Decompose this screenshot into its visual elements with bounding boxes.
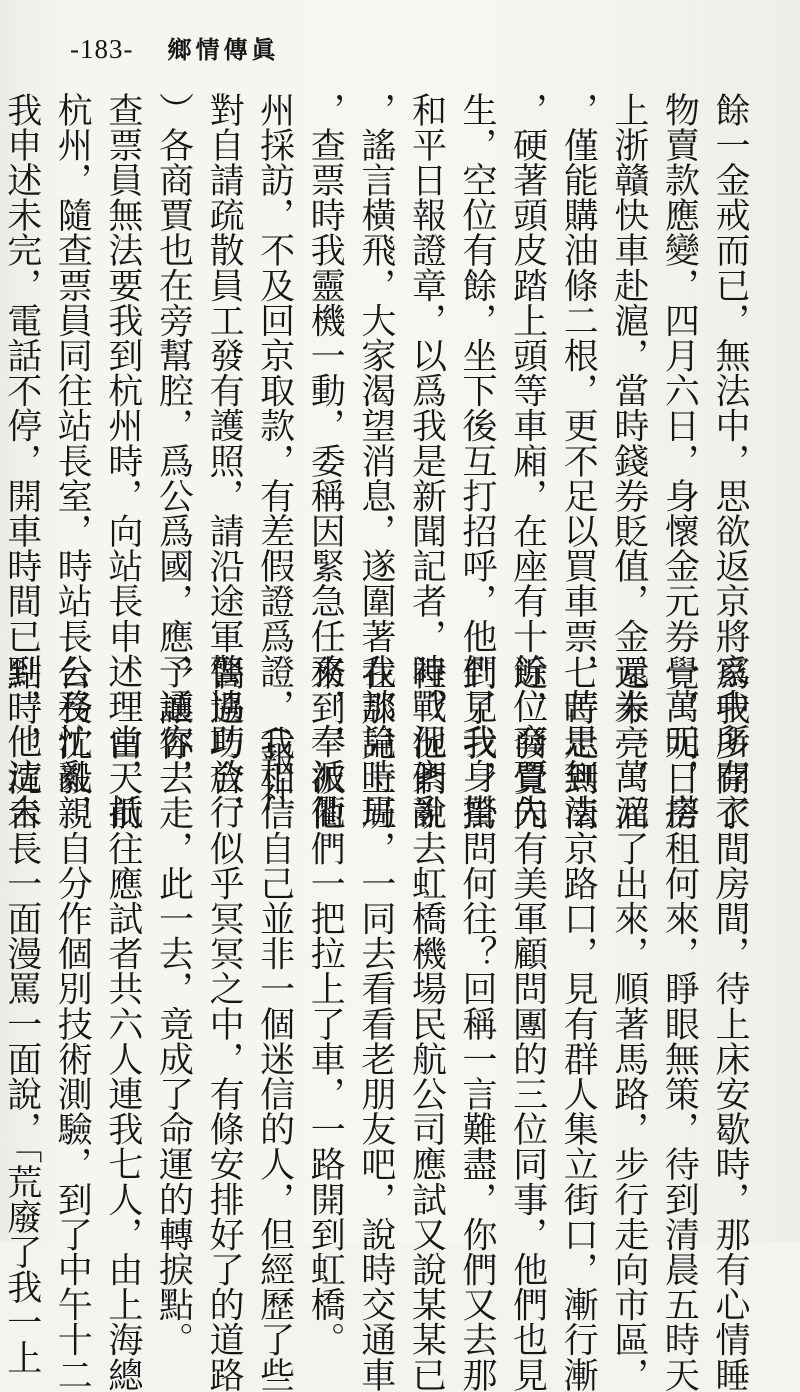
text-column: 覺，明日房租何來，睜眼無策，待到清晨五時天 <box>659 655 700 1392</box>
running-title: 鄉情傳眞 <box>167 35 280 64</box>
text-column: 杭州，隨查票員同往站長室，時站長公務忙亂， <box>52 92 93 830</box>
text-column: 到了我，驚問何往？回稱一言難盡，你們又去那 <box>457 655 498 1392</box>
text-column: 點時，沈台長一面漫罵一面說，「荒廢了我一上 <box>1 655 42 1375</box>
text-column: ，謠言橫飛，大家渴望消息，遂圍著我談論時局 <box>355 92 396 830</box>
text-column: 州採訪，不及回京取款，有差假證爲證，（報社 <box>254 92 295 812</box>
text-column: 爲我多開了間房間，待上床安歇時，那有心情睡 <box>710 655 750 1392</box>
page-header <box>70 30 279 65</box>
text-column: 還未亮，溜了出來，順著馬路，步行走向市區， <box>608 655 649 1392</box>
text-column: 生，空位有餘，坐下後互打招呼，他們見我身掛 <box>457 92 498 830</box>
text-column: ，僅能購油條二根，更不足以買車票，苦思無法 <box>558 92 599 830</box>
text-column: 查票員無法要我到杭州時，向站長申述理由，抵 <box>102 92 143 830</box>
text-column: 偶遇巧合，似乎冥冥之中，有條安排好了的道路 <box>204 655 245 1392</box>
text-column: 對自請疏散員工發有護照，請沿途軍警協助放行 <box>204 92 245 830</box>
text-column: ，讓你去走，此一去，竟成了命運的轉捩點。 <box>153 655 194 1357</box>
text-column: 和平日報證章，以爲我是新聞記者，時戰況紊亂 <box>406 92 447 830</box>
text-column: 餘一金戒而已，無法中，思欲返京將家中所存衣 <box>710 92 750 830</box>
text-column: 當天前往應試者共六人連我七人，由上海總 <box>102 655 143 1392</box>
text-column: 上浙贛快車赴滬，當時錢券貶值，金元券一萬元 <box>608 92 649 830</box>
text-column: ，查票時我靈機一動，委稱因緊急任務，奉派衢 <box>305 92 346 830</box>
text-column: 台長沈毅親自分作個別技術測驗，到了中午十二 <box>52 655 93 1392</box>
text-column: 物賣款應變，四月六日，身懷金元券一萬元，搭 <box>659 92 700 830</box>
text-column: 裡？他們說去虹橋機場民航公司應試又說某某已 <box>406 655 447 1392</box>
text-column: 我相信自己並非一個迷信的人，但經歷了些 <box>254 655 295 1392</box>
lower-text-block <box>1 655 755 1392</box>
text-column: 我申述未完，電話不停，開車時間已到，他這未 <box>1 92 42 830</box>
text-column: 近，發覺內有美軍顧問團的三位同事，他們也見 <box>507 655 548 1392</box>
text-column: 來到，被他們一把拉上了車，一路開到虹橋。 <box>305 655 346 1357</box>
upper-text-block <box>1 92 755 830</box>
text-column: ，硬著頭皮踏上頭等車廂，在座有十餘位商賈先 <box>507 92 548 830</box>
text-column: 在那兒上班，一同去看看老朋友吧，說時交通車 <box>355 655 396 1392</box>
text-column: 七時走到南京路口，見有群人集立街口，漸行漸 <box>558 655 599 1392</box>
page-number: -183- <box>70 34 134 64</box>
text-column: ）各商賈也在旁幫腔，爲公爲國，應予通容， <box>153 92 194 794</box>
